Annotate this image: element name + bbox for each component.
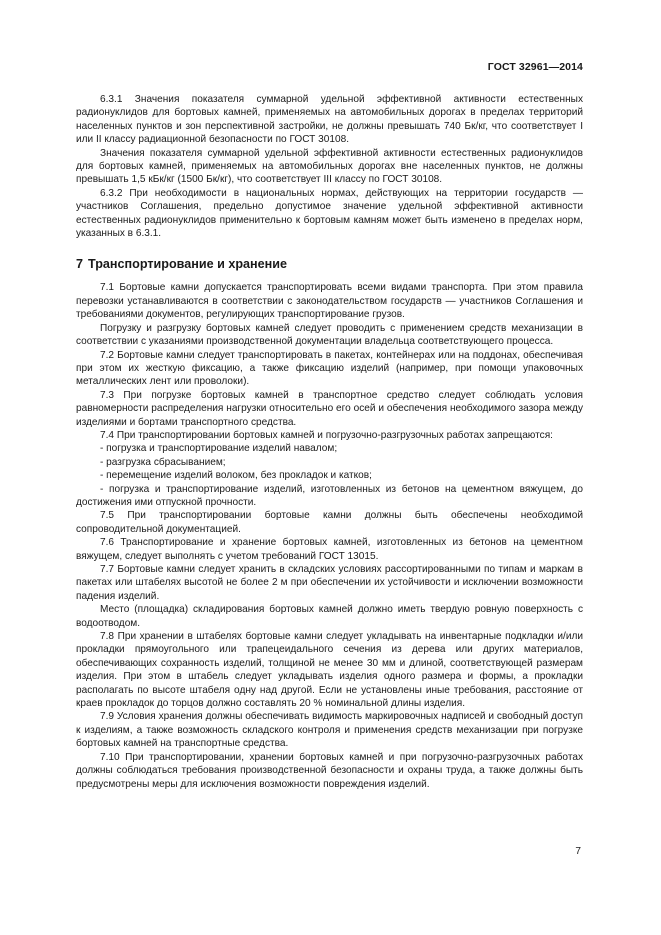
paragraph-7-10: 7.10 При транспортировании, хранении бортовых камней и при погрузочно-разгрузочных работах должны соблюдаться требования производственной безопасности и охраны труда, а также должны быть предусмотрены меры для исключения возможности повреждения изделий. <box>76 751 583 790</box>
paragraph-7-5: 7.5 При транспортировании бортовые камни должны быть обеспечены необходимой сопроводительной документацией. <box>76 510 583 535</box>
section-heading-7 <box>76 256 583 272</box>
page-number: 7 <box>575 846 581 857</box>
document-body <box>76 93 583 791</box>
paragraph-6-3-1: 6.3.1 Значения показателя суммарной удельной эффективной активности естественных радионуклидов для бортовых камней, применяемых на автомобильных дорогах в пределах территорий населенных пунктов и зон перспективной застройки, не должны превышать 740 Бк/кг, что соответствует I или II классу радиационной безопасности по ГОСТ 30108. <box>76 94 583 146</box>
paragraph-7-1-cont: Погрузку и разгрузку бортовых камней следует проводить с применением средств механизации в соответствии с указаниями производственной документации владельца соответствующего процесса. <box>76 322 583 348</box>
paragraph-7-8: 7.8 При хранении в штабелях бортовые камни следует укладывать на инвентарные подкладки и/или прокладки прямоугольного или трапецеидального сечения из дерева или других материалов, обеспечивающих сохранность изделий, толщиной не менее 30 мм и длиной, соответствующей размерам изделия. При этом в штабель следует укладывать изделия одного размера и формы, а прокладки располагать по высоте штабеля одну над другой. Если не установлены иные требования, расстояние от краев прокладок до торцов должно составлять 20 % номинальной длины изделия. <box>76 631 583 710</box>
paragraph-7-1: 7.1 Бортовые камни допускается транспортировать всеми видами транспорта. При этом правила перевозки устанавливаются в соответствии с законодательством государств — участников Соглашения и требованиями документов, регулирующих транспортирование грузов. <box>76 282 583 321</box>
paragraph-6-3-2: 6.3.2 При необходимости в национальных нормах, действующих на территории государств — участников Соглашения, предельно допустимое значение удельной эффективной активности естественных радионуклидов применительно к бортовым камням может быть изменено в пределах норм, указанных в 6.3.1. <box>76 187 583 240</box>
section-title: Транспортирование и хранение <box>88 257 287 272</box>
paragraph-7-6: 7.6 Транспортирование и хранение бортовых камней, изготовленных из бетонов на цементном вяжущем, следует выполнять с учетом требований ГОСТ 13015. <box>76 537 583 562</box>
paragraph-7-9: 7.9 Условия хранения должны обеспечивать видимость маркировочных надписей и свободный доступ к изделиям, а также возможность складского контроля и применения средств механизации при погрузке бортовых камней на транспортные средства. <box>76 711 583 750</box>
paragraph-6-3-1-cont: Значения показателя суммарной удельной эффективной активности естественных радионуклидов для бортовых камней, применяемых на автомобильных дорогах вне населенных пунктов, не должны превышать 1,5 кБк/кг (1500 Бк/кг), что соответствует III классу по ГОСТ 30108. <box>76 147 583 186</box>
list-item: - разгрузка сбрасыванием; <box>100 456 226 468</box>
paragraph-7-4: 7.4 При транспортировании бортовых камней и погрузочно-разгрузочных работах запрещаются: <box>100 429 553 441</box>
paragraph-7-7: 7.7 Бортовые камни следует хранить в складских условиях рассортированными по типам и маркам в пакетах или штабелях высотой не более 2 м при обеспечении их устойчивости и исключении возможности падения изделий. <box>76 564 583 602</box>
paragraph-7-7-cont: Место (площадка) складирования бортовых камней должно иметь твердую ровную поверхность с водоотводом. <box>76 604 583 629</box>
paragraph-7-2: 7.2 Бортовые камни следует транспортировать в пакетах, контейнерах или на поддонах, обеспечивая при этом их жесткую фиксацию, а также фиксацию изделий (например, при помощи упаковочных металлических лент или проволоки). <box>76 349 583 388</box>
list-item: - погрузка и транспортирование изделий, изготовленных из бетонов на цементном вяжущем, до достижения ими отпускной прочности. <box>76 483 583 508</box>
list-item: - погрузка и транспортирование изделий навалом; <box>100 443 338 455</box>
paragraph-7-3: 7.3 При погрузке бортовых камней в транспортное средство следует соблюдать условия равномерности распределения нагрузки относительно его осей и обеспечения необходимого зазора между изделиями и бортами транспортного средства. <box>76 389 583 428</box>
section-number: 7 <box>76 257 84 272</box>
document-code-header: ГОСТ 32961—2014 <box>487 61 583 73</box>
list-item: - перемещение изделий волоком, без прокладок и катков; <box>100 470 372 482</box>
